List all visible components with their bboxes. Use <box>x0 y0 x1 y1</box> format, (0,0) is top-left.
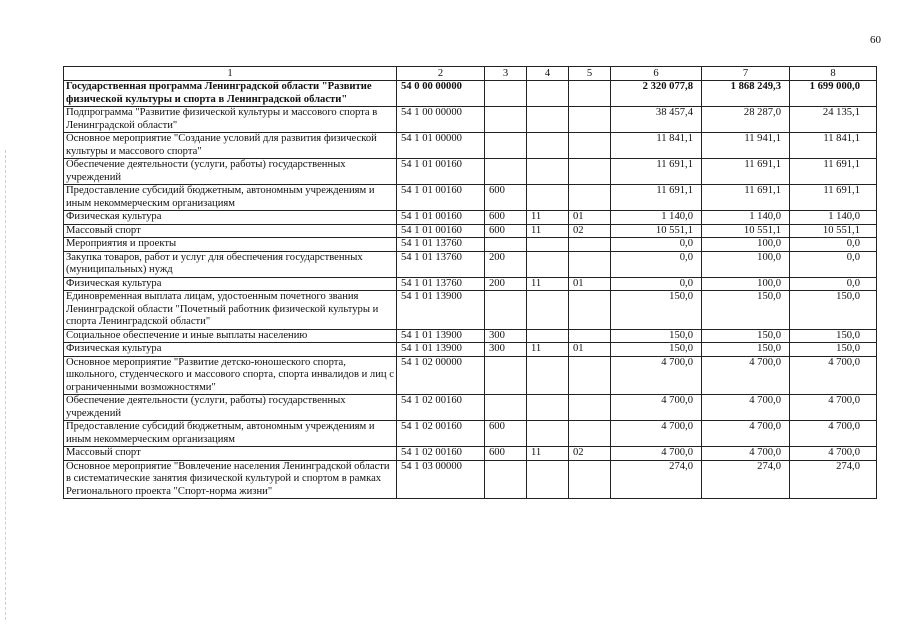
row-subsection-cell <box>569 251 611 277</box>
row-code-cell: 54 0 00 00000 <box>397 81 485 107</box>
row-expense-type-cell <box>485 159 527 185</box>
row-year3-amount-cell: 0,0 <box>790 251 877 277</box>
row-name-cell: Социальное обеспечение и иные выплаты населению <box>64 329 397 343</box>
row-section-cell: 11 <box>527 224 569 238</box>
row-expense-type-cell: 600 <box>485 421 527 447</box>
row-expense-type-cell: 200 <box>485 251 527 277</box>
row-year3-amount-cell: 150,0 <box>790 291 877 330</box>
row-year2-amount-cell: 150,0 <box>702 329 790 343</box>
header-cell: 1 <box>64 67 397 81</box>
row-expense-type-cell <box>485 291 527 330</box>
row-name-cell: Основное мероприятие "Вовлечение населения Ленинградской области в систематические занятия физической культурой и спортом в рамках Регионального проекта "Спорт-норма жизни" <box>64 460 397 499</box>
row-expense-type-cell <box>485 133 527 159</box>
row-subsection-cell <box>569 107 611 133</box>
table-row <box>64 224 877 238</box>
row-year2-amount-cell: 150,0 <box>702 343 790 357</box>
table-body <box>64 81 877 499</box>
row-year2-amount-cell: 4 700,0 <box>702 356 790 395</box>
table-row <box>64 185 877 211</box>
header-row <box>64 67 877 81</box>
row-section-cell: 11 <box>527 343 569 357</box>
row-year1-amount-cell: 4 700,0 <box>611 447 702 461</box>
row-subsection-cell <box>569 356 611 395</box>
row-subsection-cell <box>569 329 611 343</box>
table-row <box>64 421 877 447</box>
row-name-cell: Подпрограмма "Развитие физической культуры и массового спорта в Ленинградской области" <box>64 107 397 133</box>
row-code-cell: 54 1 03 00000 <box>397 460 485 499</box>
row-year1-amount-cell: 38 457,4 <box>611 107 702 133</box>
row-section-cell <box>527 133 569 159</box>
row-code-cell: 54 1 02 00160 <box>397 447 485 461</box>
row-code-cell: 54 1 01 00160 <box>397 159 485 185</box>
row-year3-amount-cell: 11 691,1 <box>790 159 877 185</box>
row-year2-amount-cell: 11 691,1 <box>702 185 790 211</box>
row-name-cell: Массовый спорт <box>64 224 397 238</box>
row-section-cell: 11 <box>527 277 569 291</box>
row-year3-amount-cell: 274,0 <box>790 460 877 499</box>
row-year1-amount-cell: 150,0 <box>611 329 702 343</box>
row-name-cell: Обеспечение деятельности (услуги, работы) государственных учреждений <box>64 395 397 421</box>
row-year2-amount-cell: 274,0 <box>702 460 790 499</box>
row-subsection-cell: 02 <box>569 224 611 238</box>
row-expense-type-cell: 600 <box>485 224 527 238</box>
row-code-cell: 54 1 00 00000 <box>397 107 485 133</box>
row-year1-amount-cell: 4 700,0 <box>611 356 702 395</box>
row-section-cell: 11 <box>527 211 569 225</box>
row-subsection-cell: 01 <box>569 277 611 291</box>
header-cell: 6 <box>611 67 702 81</box>
row-year3-amount-cell: 0,0 <box>790 277 877 291</box>
row-year1-amount-cell: 0,0 <box>611 277 702 291</box>
row-section-cell <box>527 81 569 107</box>
row-name-cell: Государственная программа Ленинградской области "Развитие физической культуры и спорта в Ленинградской области" <box>64 81 397 107</box>
page-number: 60 <box>870 34 881 46</box>
row-expense-type-cell: 600 <box>485 447 527 461</box>
row-expense-type-cell <box>485 238 527 252</box>
row-section-cell <box>527 107 569 133</box>
header-cell: 8 <box>790 67 877 81</box>
row-expense-type-cell: 200 <box>485 277 527 291</box>
row-name-cell: Массовый спорт <box>64 447 397 461</box>
scan-edge-mark <box>5 150 7 620</box>
row-code-cell: 54 1 01 00160 <box>397 185 485 211</box>
row-year1-amount-cell: 150,0 <box>611 291 702 330</box>
row-subsection-cell <box>569 185 611 211</box>
row-year3-amount-cell: 4 700,0 <box>790 421 877 447</box>
row-year3-amount-cell: 4 700,0 <box>790 356 877 395</box>
row-subsection-cell: 01 <box>569 211 611 225</box>
row-name-cell: Закупка товаров, работ и услуг для обеспечения государственных (муниципальных) нужд <box>64 251 397 277</box>
row-subsection-cell: 02 <box>569 447 611 461</box>
row-year3-amount-cell: 0,0 <box>790 238 877 252</box>
row-name-cell: Основное мероприятие "Развитие детско-юношеского спорта, школьного, студенческого и массового спорта, спорта инвалидов и лиц с ограниченными возможностями" <box>64 356 397 395</box>
row-year1-amount-cell: 11 691,1 <box>611 159 702 185</box>
row-year2-amount-cell: 11 941,1 <box>702 133 790 159</box>
row-subsection-cell: 01 <box>569 343 611 357</box>
row-section-cell <box>527 460 569 499</box>
row-subsection-cell <box>569 395 611 421</box>
row-year2-amount-cell: 100,0 <box>702 251 790 277</box>
row-year3-amount-cell: 1 140,0 <box>790 211 877 225</box>
row-code-cell: 54 1 01 13760 <box>397 277 485 291</box>
row-year1-amount-cell: 150,0 <box>611 343 702 357</box>
row-year3-amount-cell: 24 135,1 <box>790 107 877 133</box>
header-cell: 5 <box>569 67 611 81</box>
row-year3-amount-cell: 10 551,1 <box>790 224 877 238</box>
row-code-cell: 54 1 01 13900 <box>397 329 485 343</box>
row-subsection-cell <box>569 159 611 185</box>
row-year2-amount-cell: 10 551,1 <box>702 224 790 238</box>
row-section-cell <box>527 251 569 277</box>
row-code-cell: 54 1 01 00000 <box>397 133 485 159</box>
row-name-cell: Физическая культура <box>64 211 397 225</box>
row-section-cell <box>527 159 569 185</box>
row-name-cell: Основное мероприятие "Создание условий для развития физической культуры и массового спорта" <box>64 133 397 159</box>
header-cell: 7 <box>702 67 790 81</box>
table-row <box>64 211 877 225</box>
row-section-cell <box>527 356 569 395</box>
row-year1-amount-cell: 2 320 077,8 <box>611 81 702 107</box>
row-subsection-cell <box>569 133 611 159</box>
table-row <box>64 356 877 395</box>
row-expense-type-cell: 600 <box>485 185 527 211</box>
table-row <box>64 460 877 499</box>
row-year2-amount-cell: 150,0 <box>702 291 790 330</box>
row-code-cell: 54 1 02 00160 <box>397 395 485 421</box>
table-row <box>64 159 877 185</box>
row-expense-type-cell <box>485 356 527 395</box>
row-code-cell: 54 1 01 13900 <box>397 343 485 357</box>
header-cell: 4 <box>527 67 569 81</box>
row-code-cell: 54 1 01 13760 <box>397 238 485 252</box>
row-section-cell <box>527 421 569 447</box>
row-year2-amount-cell: 4 700,0 <box>702 421 790 447</box>
row-name-cell: Предоставление субсидий бюджетным, автономным учреждениям и иным некоммерческим организациям <box>64 185 397 211</box>
row-subsection-cell <box>569 421 611 447</box>
table-row <box>64 395 877 421</box>
row-name-cell: Физическая культура <box>64 343 397 357</box>
row-year3-amount-cell: 150,0 <box>790 343 877 357</box>
table-row <box>64 238 877 252</box>
table-row <box>64 329 877 343</box>
header-cell: 2 <box>397 67 485 81</box>
row-expense-type-cell <box>485 107 527 133</box>
row-year1-amount-cell: 274,0 <box>611 460 702 499</box>
table-row <box>64 107 877 133</box>
header-cell: 3 <box>485 67 527 81</box>
row-code-cell: 54 1 01 13900 <box>397 291 485 330</box>
row-year2-amount-cell: 4 700,0 <box>702 395 790 421</box>
row-code-cell: 54 1 01 13760 <box>397 251 485 277</box>
row-year2-amount-cell: 100,0 <box>702 238 790 252</box>
row-year2-amount-cell: 28 287,0 <box>702 107 790 133</box>
row-subsection-cell <box>569 460 611 499</box>
row-year1-amount-cell: 11 841,1 <box>611 133 702 159</box>
row-name-cell: Физическая культура <box>64 277 397 291</box>
row-year1-amount-cell: 10 551,1 <box>611 224 702 238</box>
row-name-cell: Мероприятия и проекты <box>64 238 397 252</box>
table-row <box>64 277 877 291</box>
row-name-cell: Единовременная выплата лицам, удостоенным почетного звания Ленинградской области "Почетный работник физической культуры и спорта Ленинградской области" <box>64 291 397 330</box>
row-section-cell: 11 <box>527 447 569 461</box>
row-year3-amount-cell: 1 699 000,0 <box>790 81 877 107</box>
table-row <box>64 251 877 277</box>
row-year2-amount-cell: 100,0 <box>702 277 790 291</box>
row-year1-amount-cell: 0,0 <box>611 251 702 277</box>
row-section-cell <box>527 395 569 421</box>
row-year2-amount-cell: 1 140,0 <box>702 211 790 225</box>
row-section-cell <box>527 185 569 211</box>
row-name-cell: Предоставление субсидий бюджетным, автономным учреждениям и иным некоммерческим организациям <box>64 421 397 447</box>
row-expense-type-cell: 300 <box>485 329 527 343</box>
row-expense-type-cell: 600 <box>485 211 527 225</box>
row-expense-type-cell <box>485 460 527 499</box>
row-year3-amount-cell: 11 841,1 <box>790 133 877 159</box>
row-name-cell: Обеспечение деятельности (услуги, работы) государственных учреждений <box>64 159 397 185</box>
row-code-cell: 54 1 02 00160 <box>397 421 485 447</box>
row-year3-amount-cell: 4 700,0 <box>790 395 877 421</box>
row-year1-amount-cell: 11 691,1 <box>611 185 702 211</box>
row-code-cell: 54 1 02 00000 <box>397 356 485 395</box>
budget-table <box>63 66 877 499</box>
row-year1-amount-cell: 0,0 <box>611 238 702 252</box>
row-section-cell <box>527 238 569 252</box>
row-year2-amount-cell: 4 700,0 <box>702 447 790 461</box>
row-expense-type-cell: 300 <box>485 343 527 357</box>
row-code-cell: 54 1 01 00160 <box>397 224 485 238</box>
row-year1-amount-cell: 4 700,0 <box>611 395 702 421</box>
table-row <box>64 133 877 159</box>
row-section-cell <box>527 291 569 330</box>
table-row <box>64 81 877 107</box>
row-subsection-cell <box>569 291 611 330</box>
row-year2-amount-cell: 1 868 249,3 <box>702 81 790 107</box>
row-year3-amount-cell: 11 691,1 <box>790 185 877 211</box>
row-expense-type-cell <box>485 81 527 107</box>
table-row <box>64 343 877 357</box>
row-subsection-cell <box>569 81 611 107</box>
row-code-cell: 54 1 01 00160 <box>397 211 485 225</box>
row-expense-type-cell <box>485 395 527 421</box>
row-year3-amount-cell: 150,0 <box>790 329 877 343</box>
table-row <box>64 291 877 330</box>
row-year1-amount-cell: 1 140,0 <box>611 211 702 225</box>
row-section-cell <box>527 329 569 343</box>
table-row <box>64 447 877 461</box>
row-year2-amount-cell: 11 691,1 <box>702 159 790 185</box>
row-year3-amount-cell: 4 700,0 <box>790 447 877 461</box>
row-subsection-cell <box>569 238 611 252</box>
row-year1-amount-cell: 4 700,0 <box>611 421 702 447</box>
